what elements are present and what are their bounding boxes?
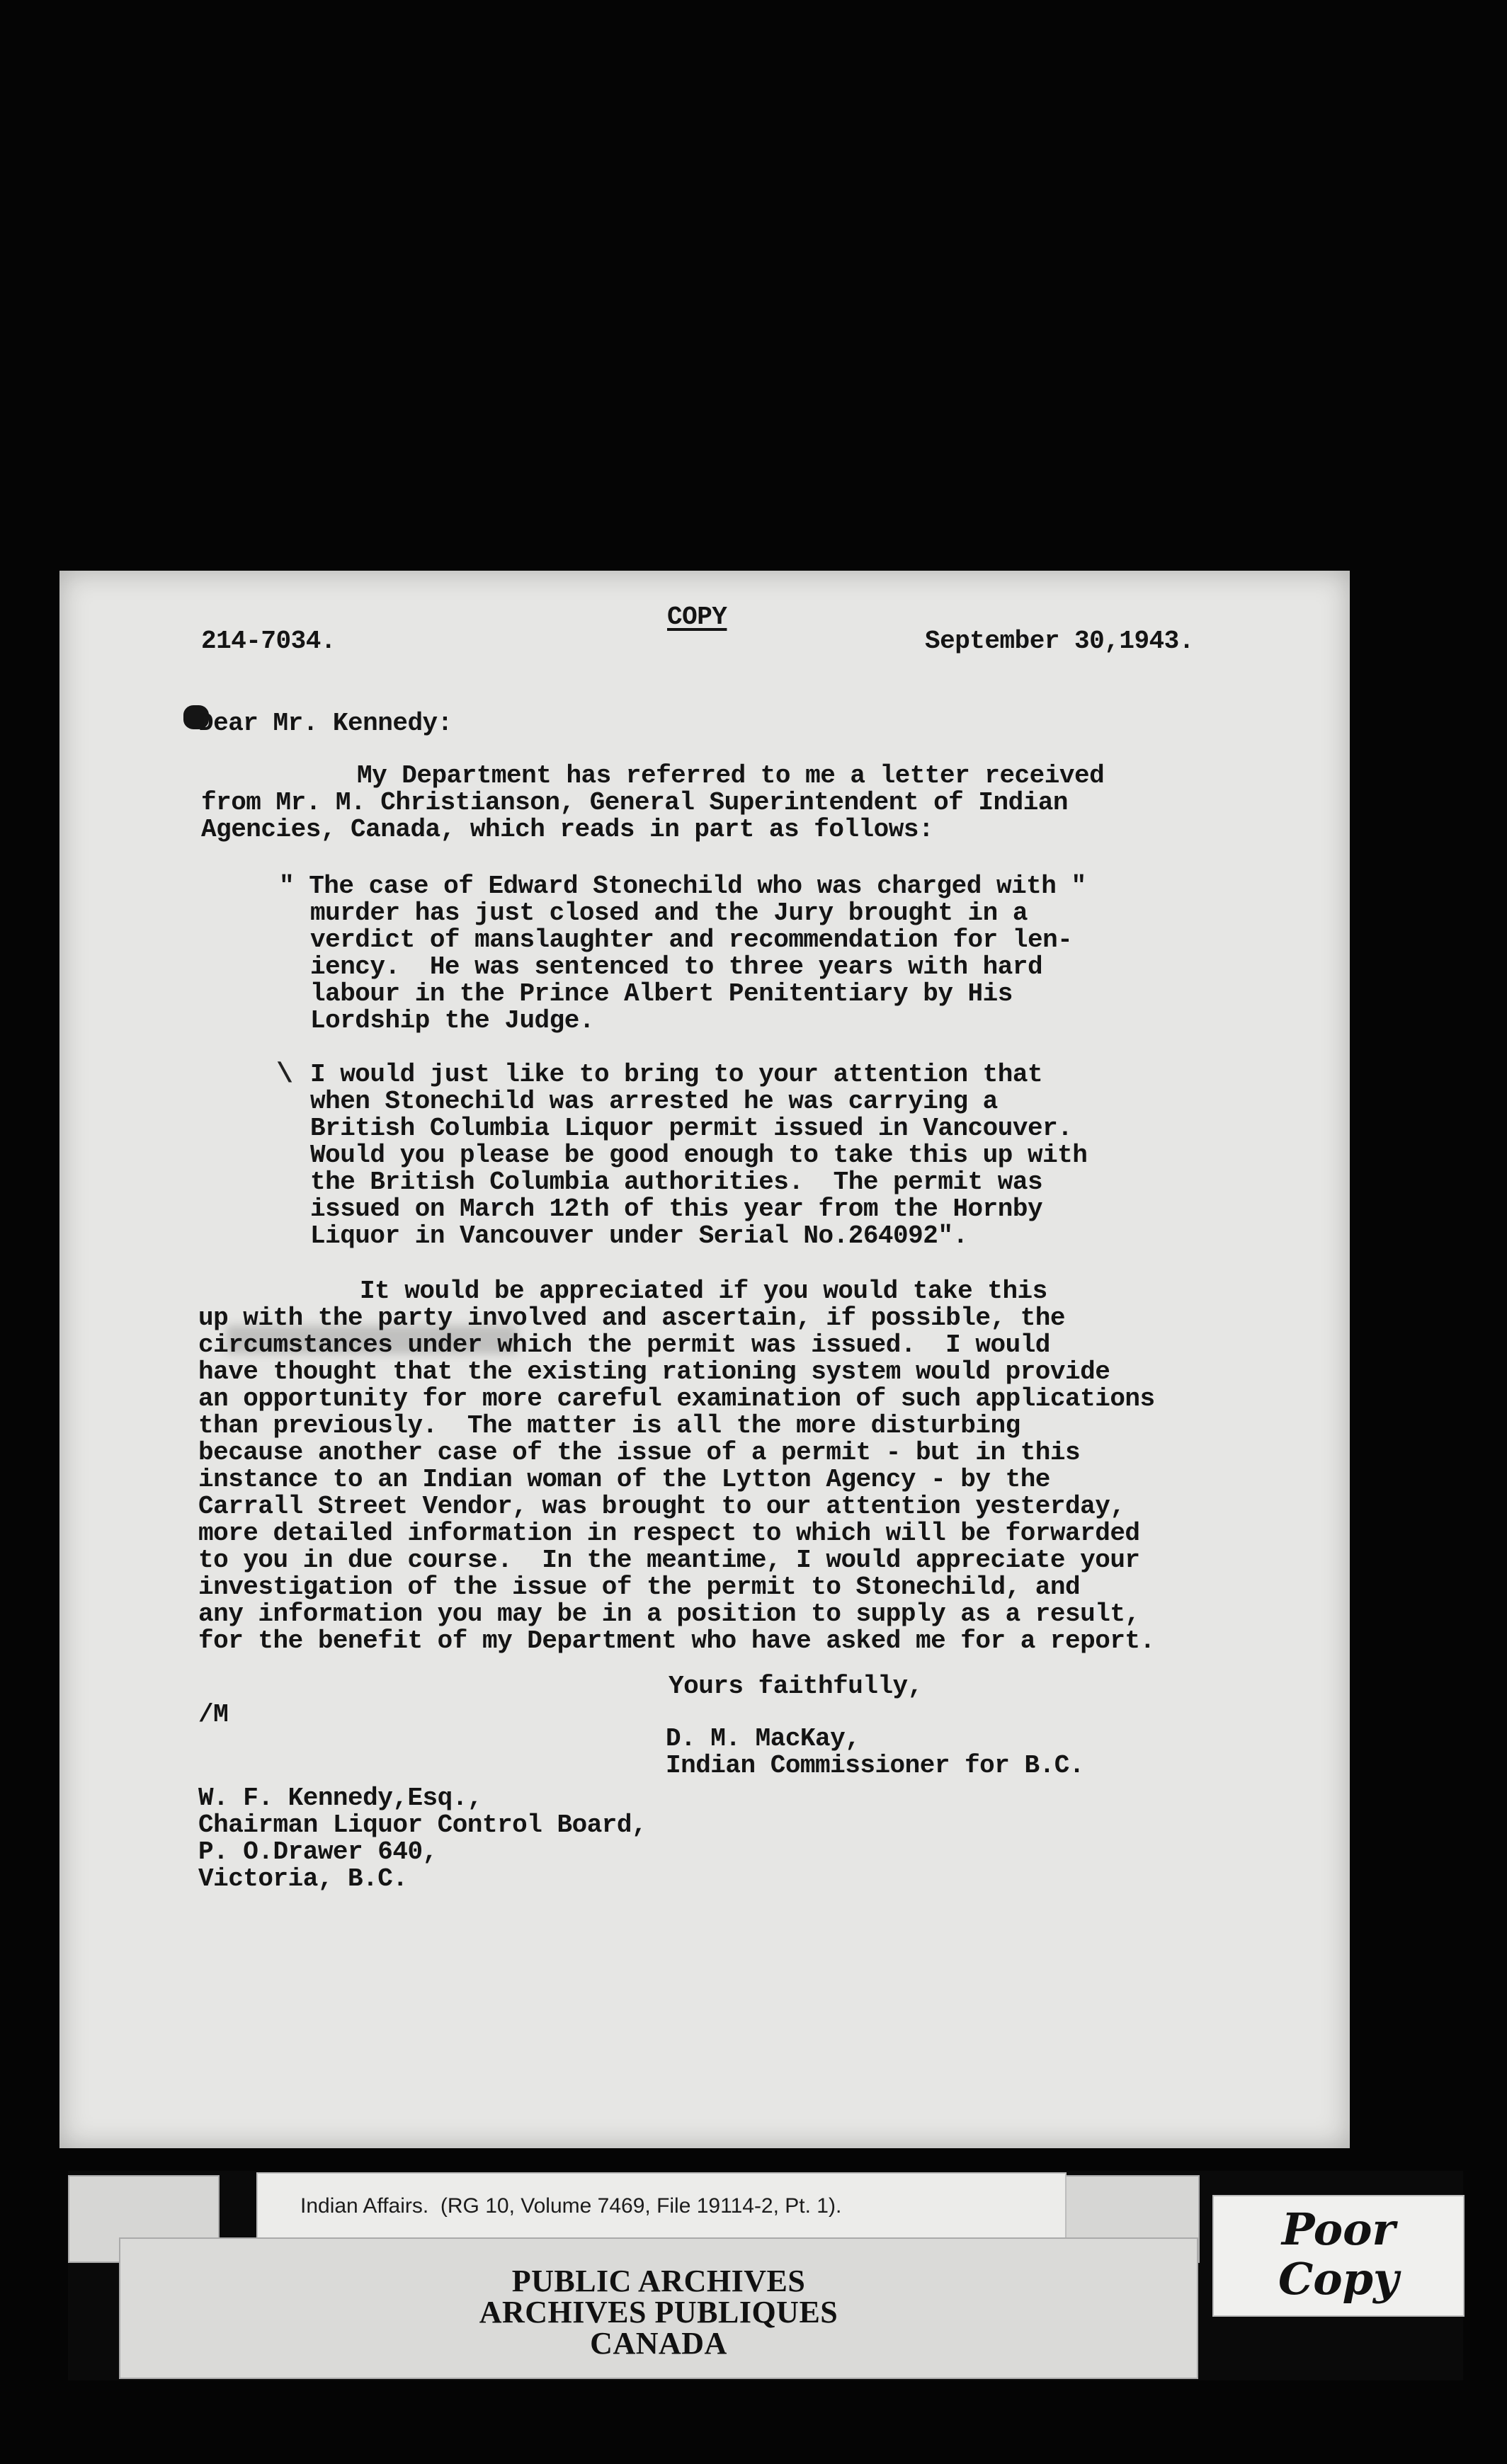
address-line: W. F. Kennedy,Esq.,: [198, 1784, 482, 1813]
quote-line: iency. He was sentenced to three years with hard: [310, 952, 1043, 981]
address-line: Chairman Liquor Control Board,: [198, 1810, 647, 1840]
quote-line: Would you please be good enough to take this up with: [310, 1141, 1088, 1170]
intro-line: from Mr. M. Christianson, General Superintendent of Indian: [201, 788, 1069, 817]
archive-stamp: [119, 2237, 1198, 2379]
note-line: Poor: [1281, 2203, 1396, 2255]
body-line: an opportunity for more careful examination of such applications: [198, 1384, 1155, 1413]
stamp-line: PUBLIC ARCHIVES: [511, 2264, 806, 2298]
body-line: to you in due course. In the meantime, I would appreciate your: [198, 1546, 1140, 1575]
body-line: circumstances under which the permit was issued. I would: [198, 1330, 1050, 1359]
signatory-name: D. M. MacKay,: [666, 1724, 860, 1753]
quote-line: Liquor in Vancouver under Serial No.264092".: [310, 1221, 968, 1250]
salutation: Dear Mr. Kennedy:: [198, 709, 453, 738]
address-line: P. O.Drawer 640,: [198, 1837, 438, 1866]
quote-line: labour in the Prince Albert Penitentiary by His: [310, 979, 1013, 1008]
body-line: more detailed information in respect to which will be forwarded: [198, 1519, 1140, 1548]
body-line: instance to an Indian woman of the Lytton Agency - by the: [198, 1465, 1050, 1494]
body-line: investigation of the issue of the permit to Stonechild, and: [198, 1573, 1081, 1602]
body-line: Carrall Street Vendor, was brought to our attention yesterday,: [198, 1492, 1125, 1521]
intro-line: My Department has referred to me a letter received: [357, 761, 1105, 790]
body-line: any information you may be in a position to supply as a result,: [198, 1599, 1140, 1629]
quote-line: Lordship the Judge.: [310, 1006, 594, 1035]
body-line: It would be appreciated if you would take this: [360, 1277, 1047, 1306]
body-line: because another case of the issue of a permit - but in this: [198, 1438, 1081, 1467]
closing: Yours faithfully,: [669, 1672, 923, 1701]
address-line: Victoria, B.C.: [198, 1864, 408, 1893]
quote-line: the British Columbia authorities. The permit was: [310, 1168, 1043, 1197]
quote-line: murder has just closed and the Jury brought in a: [310, 899, 1028, 928]
quote-line: " The case of Edward Stonechild who was charged with ": [279, 872, 1086, 901]
note-line: Copy: [1278, 2253, 1399, 2305]
stamp-line: ARCHIVES PUBLIQUES: [479, 2295, 838, 2329]
body-line: up with the party involved and ascertain, if possible, the: [198, 1304, 1066, 1333]
file-number: 214-7034.: [201, 627, 336, 656]
poor-copy-note: [1212, 2195, 1465, 2317]
typist-initials: /M: [198, 1700, 229, 1729]
signatory-title: Indian Commissioner for B.C.: [666, 1751, 1084, 1780]
margin-mark: \: [276, 1059, 294, 1091]
quote-line: British Columbia Liquor permit issued in Vancouver.: [310, 1114, 1073, 1143]
intro-line: Agencies, Canada, which reads in part as follows:: [201, 815, 934, 844]
quote-line: issued on March 12th of this year from the Hornby: [310, 1194, 1043, 1224]
letter-page: [59, 571, 1350, 2148]
stamp-line: CANADA: [590, 2326, 727, 2361]
archive-reference: Indian Affairs. (RG 10, Volume 7469, File 19114-2, Pt. 1).: [300, 2194, 842, 2218]
quote-line: verdict of manslaughter and recommendation for len-: [310, 925, 1073, 954]
letter-date: September 30,1943.: [925, 627, 1194, 656]
archive-reference-label: [256, 2172, 1067, 2240]
body-line: than previously. The matter is all the more disturbing: [198, 1411, 1020, 1440]
quote-line: when Stonechild was arrested he was carrying a: [310, 1087, 998, 1116]
body-line: for the benefit of my Department who have asked me for a report.: [198, 1626, 1155, 1655]
body-line: have thought that the existing rationing system would provide: [198, 1357, 1110, 1386]
quote-line: I would just like to bring to your attention that: [310, 1060, 1043, 1089]
copy-heading: COPY: [667, 603, 727, 632]
